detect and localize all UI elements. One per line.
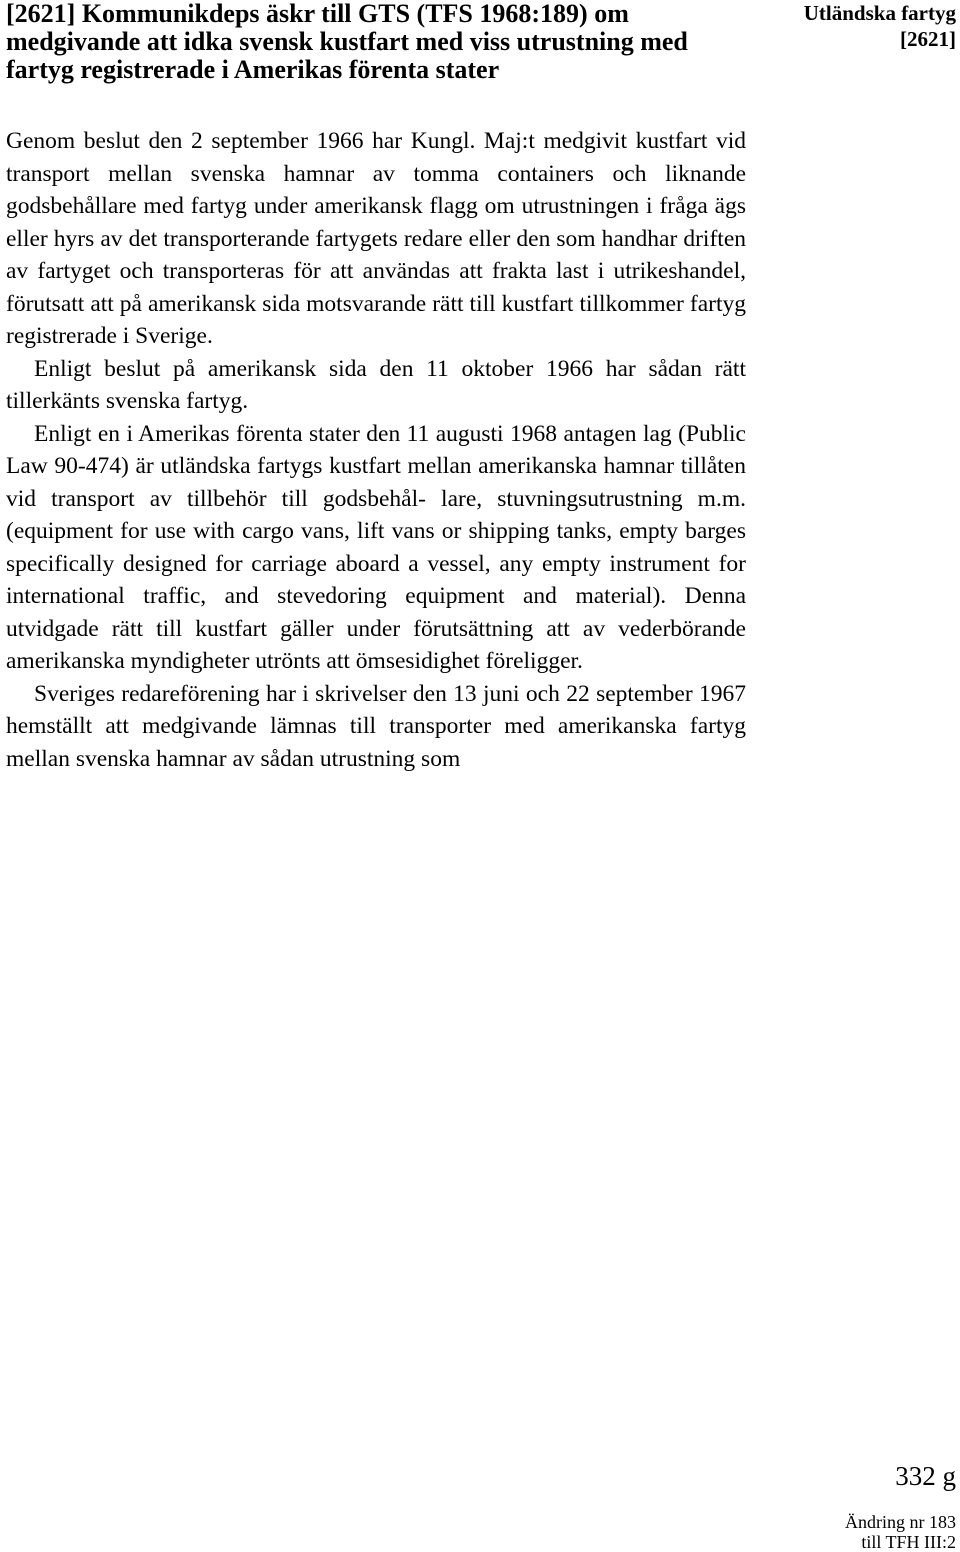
page-number: 332 g <box>895 1461 956 1491</box>
section-heading: [2621] Kommunikdeps äskr till GTS (TFS 1968:189) om medgivande att idka svensk kustfart med viss utrustning med fartyg registrerade i Amerikas förenta stater <box>6 0 688 84</box>
paragraph: Sveriges redareförening har i skrivelser den 13 juni och 22 september 1967 hemställt att medgivande lämnas till transporter med amerikanska fartyg mellan svenska hamnar av sådan utrustning som <box>6 680 746 772</box>
paragraph: Enligt beslut på amerikansk sida den 11 oktober 1966 har sådan rätt tillerkänts svenska fartyg. <box>6 355 746 414</box>
footer-amendment-target: till TFH III:2 <box>861 1532 956 1552</box>
paragraph: Enligt en i Amerikas förenta stater den 11 augusti 1968 antagen lag (Public Law 90-474) är utländska fartygs kustfart mellan amerikanska hamnar tillåten vid transport av tillbehör till godsbehål- lare, stuvningsutrustning m.m. (equipment for use with cargo vans, lift vans or shipping tanks, empty barges specifically designed for carriage aboard a vessel, any empty instrument for international traffic, and stevedoring equipment and material). Denna utvidgade rätt till kustfart gäller under förutsättning att av vederbörande amerikanska myndigheter utrönts att ömsesidighet föreligger. <box>6 420 746 674</box>
footer-amendment <box>845 1512 956 1552</box>
running-head-topic: Utländska fartyg <box>803 1 956 25</box>
paragraph: Genom beslut den 2 september 1966 har Kungl. Maj:t medgivit kustfart vid transport mellan svenska hamnar av tomma containers och liknande godsbehållare med fartyg under amerikansk flagg om utrustningen i fråga ägs eller hyrs av det transporterande fartygets redare eller den som handhar driften av fartyget och transporteras för att användas att frakta last i utrikeshandel, förutsatt att på amerikansk sida motsvarande rätt till kustfart tillkommer fartyg registrerade i Sverige. <box>6 128 746 349</box>
footer-amendment-number: Ändring nr 183 <box>845 1512 956 1532</box>
running-head-section: [2621] <box>900 27 956 51</box>
body-text <box>6 125 746 775</box>
running-head <box>804 0 956 52</box>
